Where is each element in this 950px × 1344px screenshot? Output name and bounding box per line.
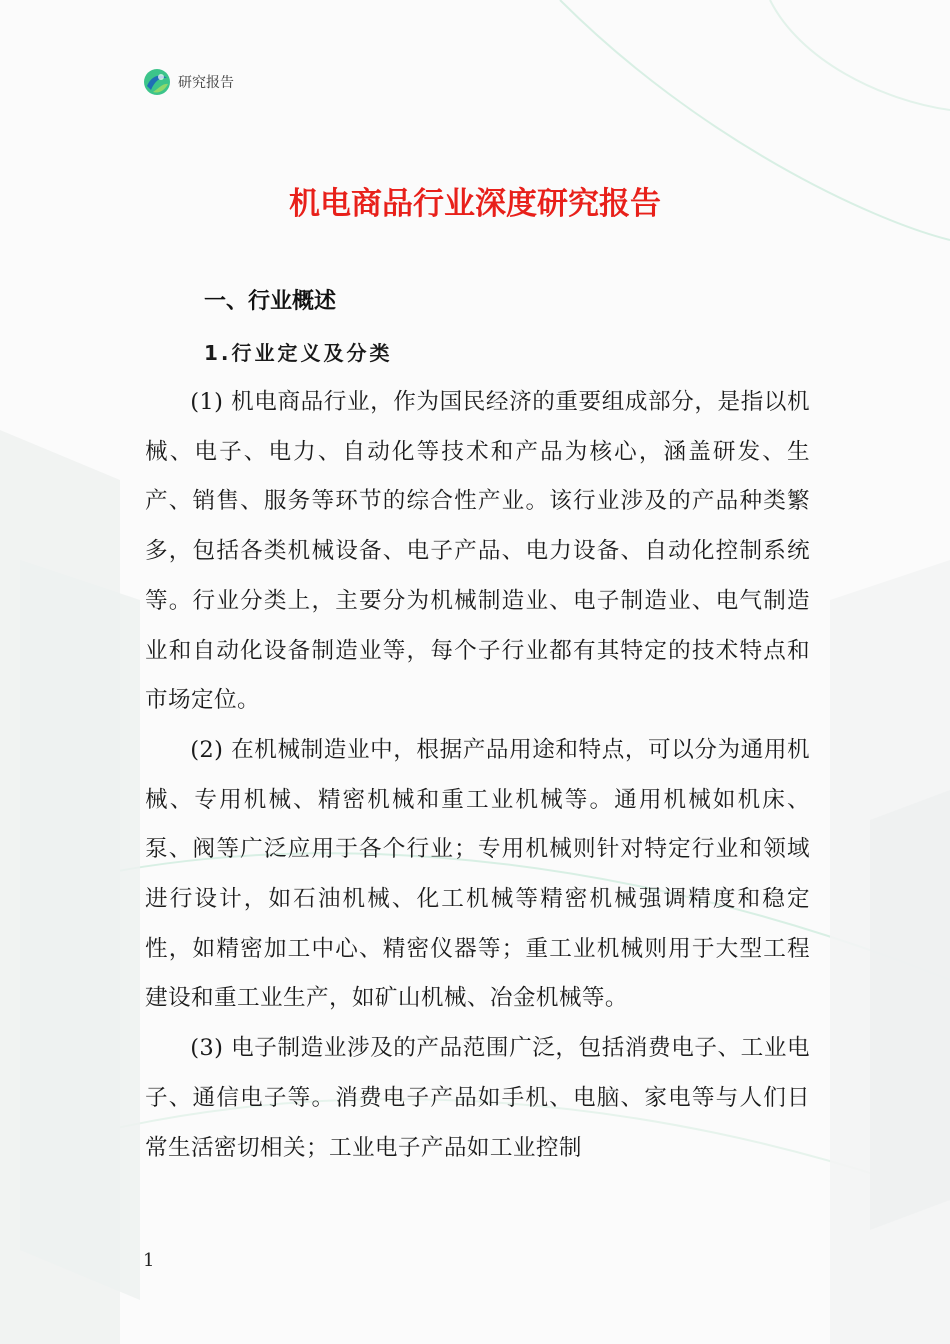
green-swirl-logo-icon: [143, 68, 171, 96]
report-header: [143, 68, 234, 96]
header-label: 研究报告: [178, 75, 234, 91]
paragraph-2: (2) 在机械制造业中，根据产品用途和特点，可以分为通用机械、专用机械、精密机械和重工业机械等。通用机械如机床、泵、阀等广泛应用于各个行业；专用机械则针对特定行业和领域进行设计，如石油机械、化工机械等精密机械强调精度和稳定性，如精密加工中心、精密仪器等；重工业机械则用于大型工程建设和重工业生产，如矿山机械、冶金机械等。: [145, 736, 810, 1012]
paragraph-3: (3) 电子制造业涉及的产品范围广泛，包括消费电子、工业电子、通信电子等。消费电子产品如手机、电脑、家电等与人们日常生活密切相关；工业电子产品如工业控制: [145, 1035, 810, 1161]
document-title: 机电商品行业深度研究报告: [289, 186, 661, 222]
body-text: [145, 378, 810, 1173]
sub-heading: 1.行业定义及分类: [204, 341, 393, 365]
page-number: 1: [143, 1250, 155, 1271]
section-heading: 一、行业概述: [204, 289, 337, 314]
paragraph-1: (1) 机电商品行业，作为国民经济的重要组成部分，是指以机械、电子、电力、自动化等技术和产品为核心，涵盖研发、生产、销售、服务等环节的综合性产业。该行业涉及的产品种类繁多，包括各类机械设备、电子产品、电力设备、自动化控制系统等。行业分类上，主要分为机械制造业、电子制造业、电气制造业和自动化设备制造业等，每个子行业都有其特定的技术特点和市场定位。: [145, 389, 810, 714]
